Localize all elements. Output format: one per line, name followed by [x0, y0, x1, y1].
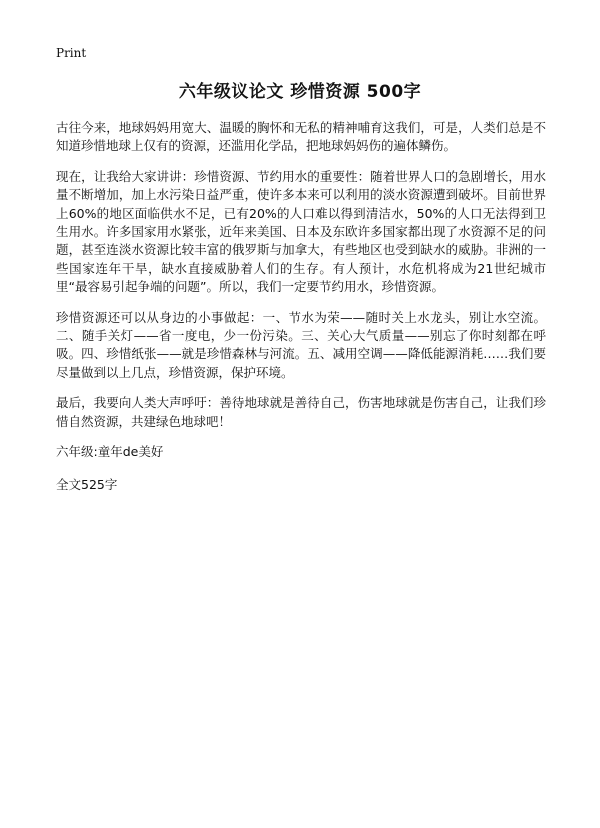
- print-label: Print: [56, 46, 87, 60]
- paragraph-4: 最后，我要向人类大声呼吁：善待地球就是善待自己，伤害地球就是伤害自己，让我们珍惜自然资源，共建绿色地球吧！: [56, 395, 546, 429]
- author-line: 六年级:童年de美好: [56, 444, 164, 460]
- article-title: 六年级议论文 珍惜资源 500字: [178, 82, 422, 102]
- paragraph-1: 古往今来，地球妈妈用宽大、温暖的胸怀和无私的精神哺育这我们，可是，人类们总是不知道珍惜地球上仅有的资源，还滥用化学品，把地球妈妈伤的遍体鳞伤。: [56, 120, 546, 154]
- paragraph-2: 现在，让我给大家讲讲：珍惜资源、节约用水的重要性：随着世界人口的急剧增长，用水量不断增加，加上水污染日益严重，使许多本来可以利用的淡水资源遭到破坏。目前世界上60%的地区面临供水不足，已有20%的人口难以得到清洁水，50%的人口无法得到卫生用水。许多国家用水紧张，近年来美国、日本及东欧许多国家都出现了水资源不足的问题，甚至连淡水资源比较丰富的俄罗斯与加拿大，有些地区也受到缺水的威胁。非洲的一些国家连年干旱，缺水直接威胁着人们的生存。有人预计，水危机将成为21世纪城市里“最容易引起争端的问题”。所以，我们一定要节约用水，珍惜资源。: [56, 168, 546, 295]
- word-count: 全文525字: [56, 476, 118, 492]
- article-body: [56, 119, 546, 508]
- paragraph-3: 珍惜资源还可以从身边的小事做起：一、节水为荣——随时关上水龙头，别让水空流。二、随手关灯——省一度电，少一份污染。三、关心大气质量——别忘了你时刻都在呼吸。四、珍惜纸张——就是珍惜森林与河流。五、减用空调——降低能源消耗……我们要尽量做到以上几点，珍惜资源，保护环境。: [56, 309, 546, 380]
